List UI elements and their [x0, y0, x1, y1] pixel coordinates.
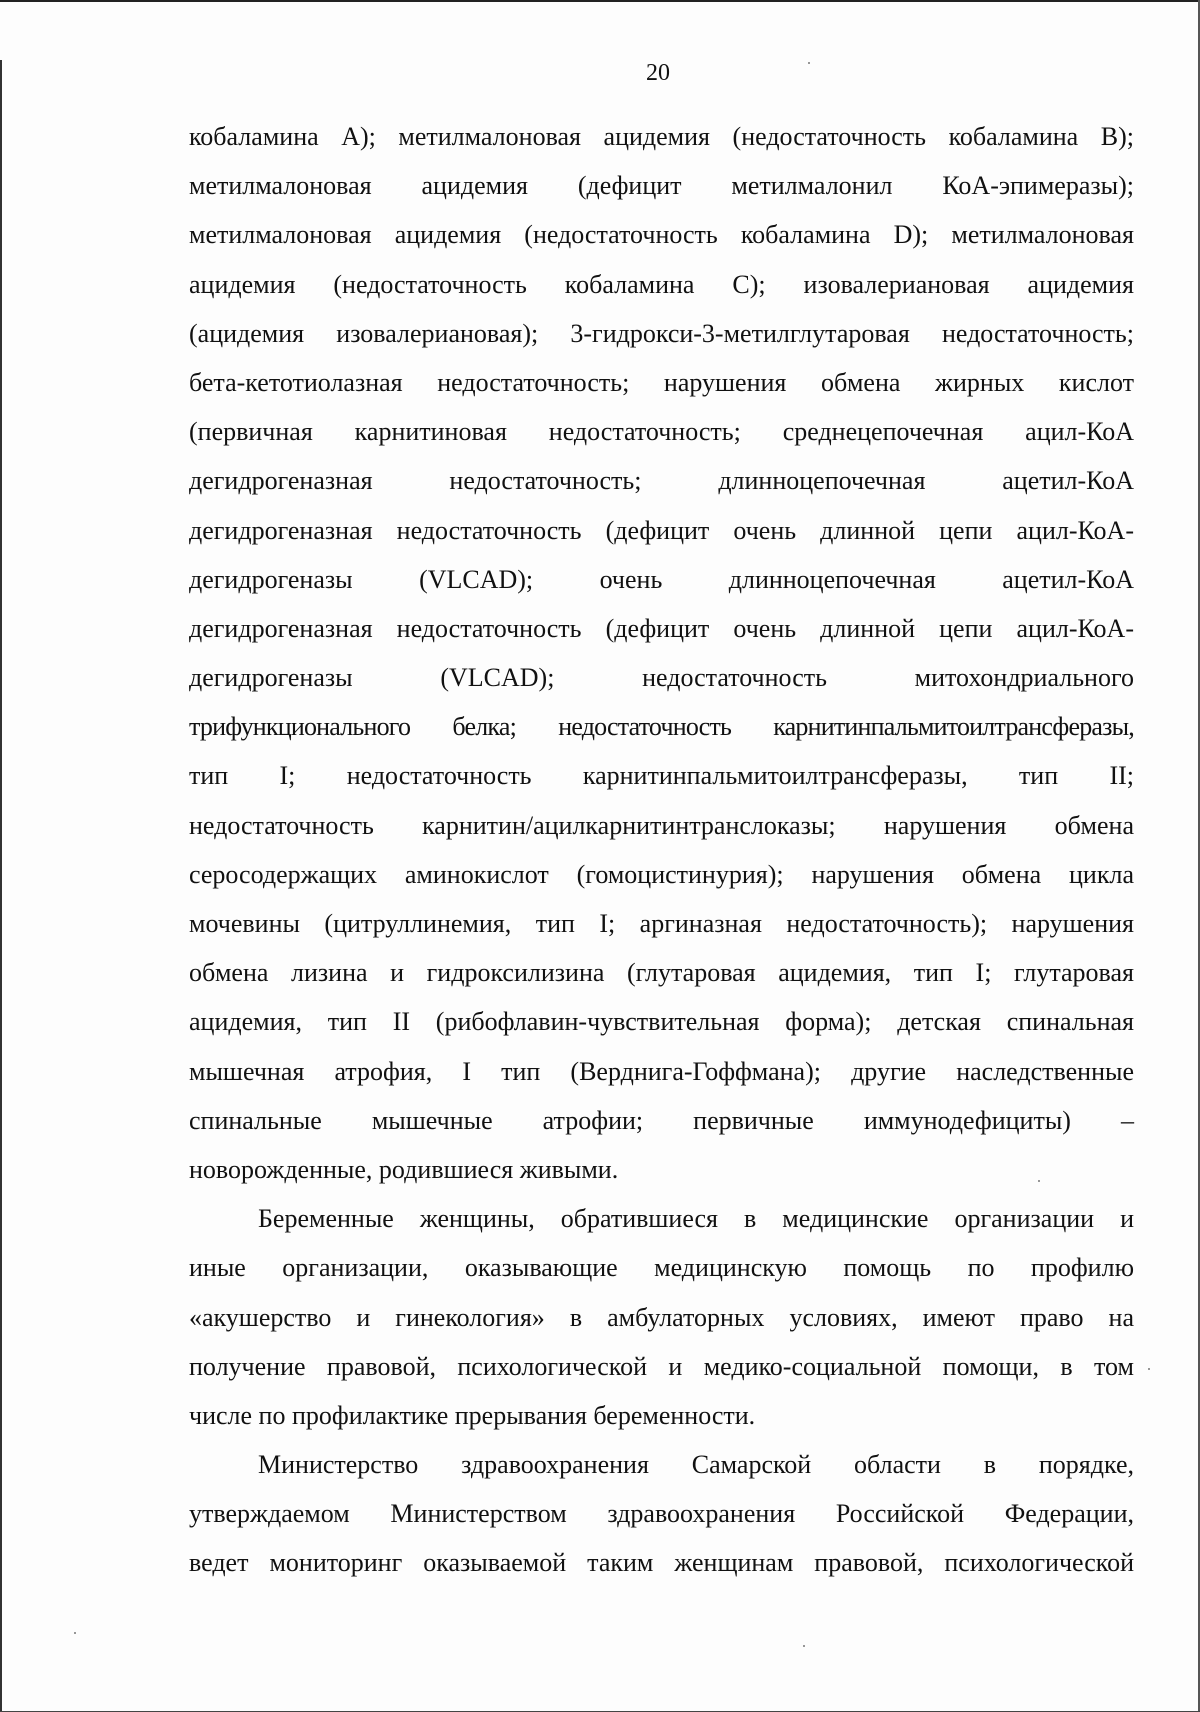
text-line: тип I; недостаточность карнитинпальмитоилтрансферазы, тип II;	[189, 761, 1134, 791]
text-line: Министерство здравоохранения Самарской области в порядке,	[258, 1450, 1134, 1480]
text-line: обмена лизина и гидроксилизина (глутаровая ацидемия, тип I; глутаровая	[189, 958, 1134, 988]
text-line: мочевины (цитруллинемия, тип I; аргиназная недостаточность); нарушения	[189, 909, 1134, 938]
text-line: трифункционального белка; недостаточность карнитинпальмитоилтрансферазы,	[189, 712, 1134, 742]
text-line: спинальные мышечные атрофии; первичные иммунодефициты) –	[189, 1105, 1134, 1135]
text-line: дегидрогеназы (VLCAD); недостаточность митохондриального	[189, 663, 1134, 693]
text-line: утверждаемом Министерством здравоохранения Российской Федерации,	[189, 1499, 1134, 1529]
text-line: метилмалоновая ацидемия (дефицит метилмалонил КоА-эпимеразы);	[189, 171, 1134, 201]
text-line: ацидемия (недостаточность кобаламина С); изовалериановая ацидемия	[189, 269, 1134, 299]
scan-speck	[803, 1645, 805, 1647]
text-line: бета-кетотиолазная недостаточность; нарушения обмена жирных кислот	[189, 367, 1134, 397]
text-line: серосодержащих аминокислот (гомоцистинурия); нарушения обмена цикла	[189, 859, 1134, 889]
paragraph-pregnant-women	[189, 1194, 1134, 1440]
text-line: метилмалоновая ацидемия (недостаточность кобаламина D); метилмалоновая	[189, 220, 1134, 250]
text-line: недостаточность карнитин/ацилкарнитинтранслоказы; нарушения обмена	[189, 810, 1134, 840]
text-line: «акушерство и гинекология» в амбулаторных условиях, имеют право на	[189, 1302, 1134, 1332]
scan-speck	[74, 1632, 76, 1634]
scan-edge-left	[0, 60, 2, 1712]
text-line: дегидрогеназы (VLCAD); очень длинноцепочечная ацетил-КоА	[189, 564, 1134, 594]
paragraph-ministry-monitoring	[189, 1440, 1134, 1588]
text-line: иные организации, оказывающие медицинскую помощь по профилю	[189, 1253, 1134, 1283]
text-line: (ацидемия изовалериановая); 3-гидрокси-3-метилглутаровая недостаточность;	[189, 318, 1134, 348]
text-line: мышечная атрофия, I тип (Верднига-Гоффмана); другие наследственные	[189, 1056, 1134, 1086]
text-line: дегидрогеназная недостаточность; длинноцепочечная ацетил-КоА	[189, 466, 1134, 496]
text-line: кобаламина А); метилмалоновая ацидемия (недостаточность кобаламина В);	[189, 122, 1134, 151]
text-line: получение правовой, психологической и медико-социальной помощи, в том	[189, 1351, 1134, 1381]
text-line: дегидрогеназная недостаточность (дефицит очень длинной цепи ацил-КоА-	[189, 613, 1134, 643]
text-line: дегидрогеназная недостаточность (дефицит очень длинной цепи ацил-КоА-	[189, 515, 1134, 545]
text-line: ацидемия, тип II (рибофлавин-чувствительная форма); детская спинальная	[189, 1007, 1134, 1037]
text-line: числе по профилактике прерывания беременности.	[189, 1400, 756, 1430]
paragraph-newborn-screening	[189, 112, 1134, 1194]
document-body	[189, 112, 1134, 1588]
text-line: (первичная карнитиновая недостаточность; среднецепочечная ацил-КоА	[189, 417, 1134, 447]
page-number: 20	[646, 60, 670, 86]
text-line: новорожденные, родившиеся живыми.	[189, 1154, 619, 1184]
text-line: Беременные женщины, обратившиеся в медицинские организации и	[258, 1204, 1134, 1234]
scan-speck	[1148, 1368, 1150, 1370]
text-line: ведет мониторинг оказываемой таким женщинам правовой, психологической	[189, 1548, 1134, 1578]
scan-edge-top	[0, 0, 1200, 2]
